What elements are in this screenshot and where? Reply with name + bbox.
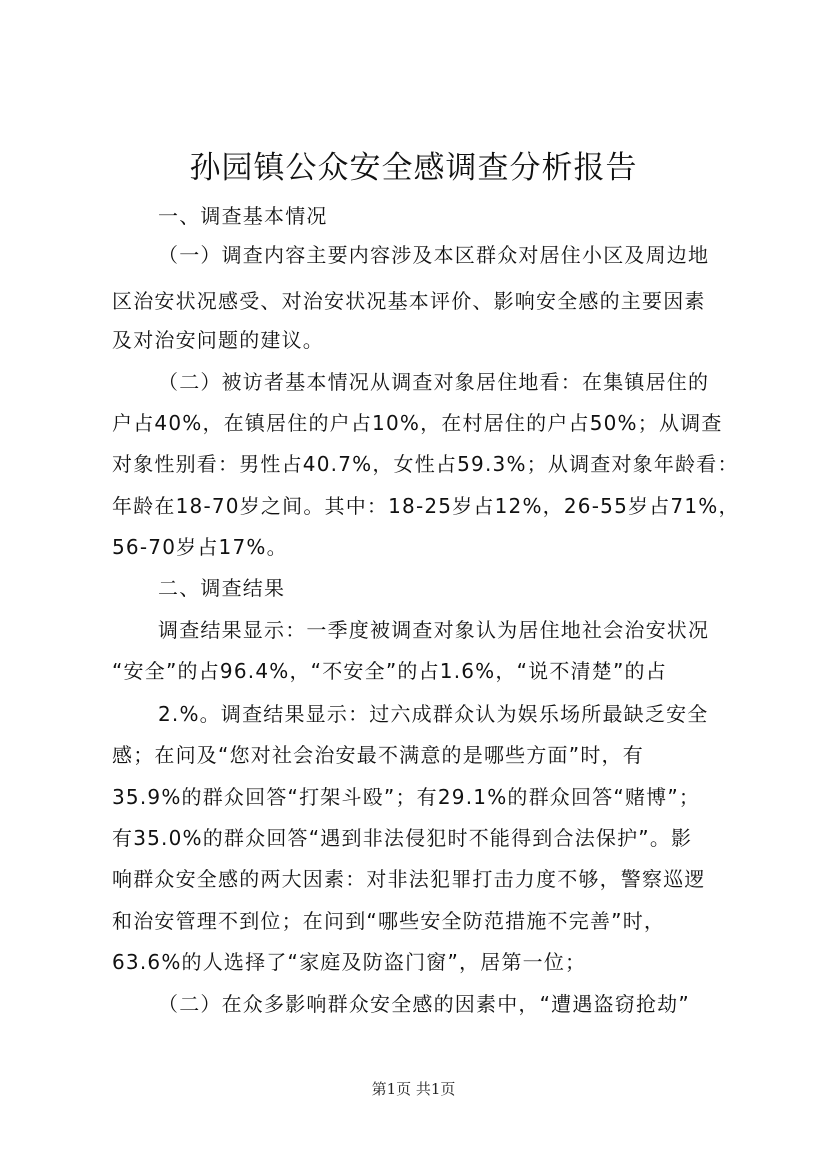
body-line: 及对治安问题的建议。 <box>112 328 324 352</box>
body-line: 63.6%的人选择了“家庭及防盗门窗”，居第一位； <box>112 950 587 974</box>
body-line: “安全”的占96.4%，“不安全”的占1.6%，“说不清楚”的占 <box>112 659 667 683</box>
body-line: （二）被访者基本情况从调查对象居住地看：在集镇居住的 <box>158 370 710 394</box>
body-line: 调查结果显示：一季度被调查对象认为居住地社会治安状况 <box>158 618 710 642</box>
body-line: 年龄在18-70岁之间。其中：18-25岁占12%，26-55岁占71%， <box>112 494 740 518</box>
body-line: 56-70岁占17%。 <box>112 535 288 559</box>
body-line: 区治安状况感受、对治安状况基本评价、影响安全感的主要因素 <box>112 289 706 313</box>
page-number-footer: 第1页 共1页 <box>371 1080 456 1098</box>
body-line: （一）调查内容主要内容涉及本区群众对居住小区及周边地 <box>158 243 710 267</box>
body-line: 感；在问及“您对社会治安最不满意的是哪些方面”时，有 <box>112 743 644 767</box>
document-title: 孙园镇公众安全感调查分析报告 <box>189 150 638 186</box>
body-line: 35.9%的群众回答“打架斗殴”；有29.1%的群众回答“赌博”； <box>112 785 701 809</box>
section-heading-basic: 一、调查基本情况 <box>158 204 328 228</box>
body-line: 对象性别看：男性占40.7%，女性占59.3%；从调查对象年龄看： <box>112 452 739 476</box>
body-line: 户占40%，在镇居住的户占10%，在村居住的户占50%；从调查 <box>112 411 723 435</box>
body-line: 2.%。调查结果显示：过六成群众认为娱乐场所最缺乏安全 <box>158 702 709 726</box>
body-line: （二）在众多影响群众安全感的因素中，“遭遇盗窃抢劫” <box>158 992 690 1016</box>
section-heading-results: 二、调查结果 <box>158 576 286 600</box>
body-line: 和治安管理不到位；在问到“哪些安全防范措施不完善”时， <box>112 909 666 933</box>
body-line: 响群众安全感的两大因素：对非法犯罪打击力度不够，警察巡逻 <box>112 867 706 891</box>
body-line: 有35.0%的群众回答“遇到非法侵犯时不能得到合法保护”。影 <box>112 826 693 850</box>
